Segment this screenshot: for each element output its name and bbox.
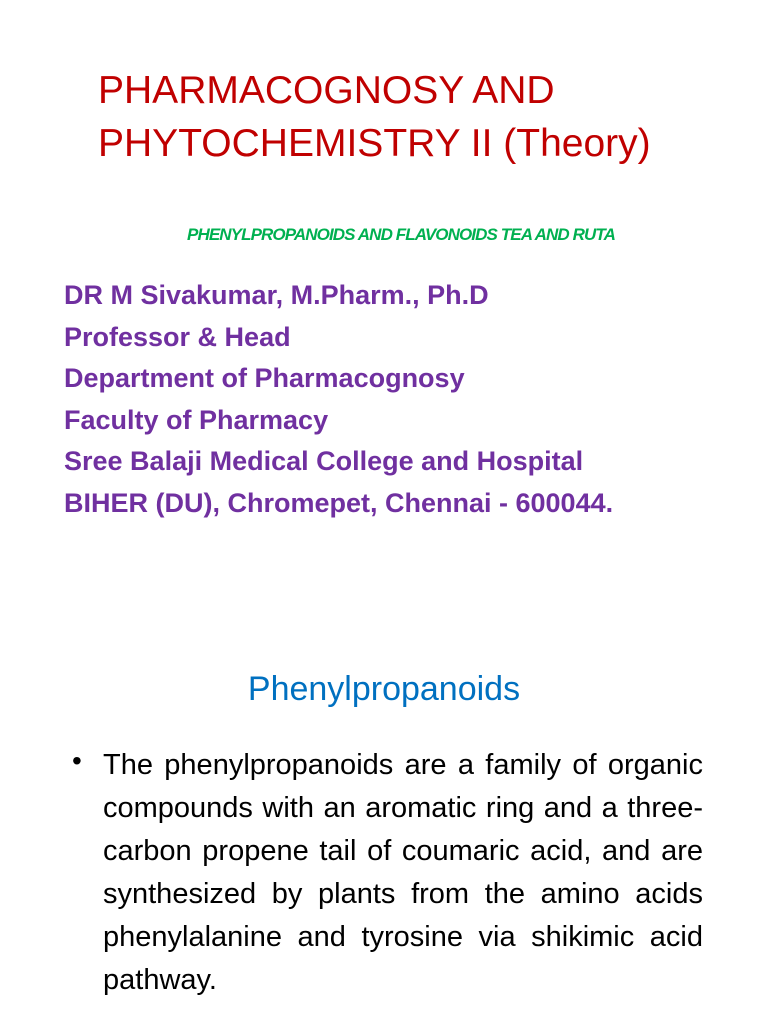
author-institution: Sree Balaji Medical College and Hospital [64, 446, 584, 477]
author-name: DR M Sivakumar, M.Pharm., Ph.D [64, 280, 489, 310]
title-line: PHYTOCHEMISTRY II (Theory) [98, 122, 651, 165]
title-line: PHARMACOGNOSY AND [98, 69, 555, 112]
author-department: Department of Pharmacognosy [64, 363, 465, 394]
bullet-paragraph: The phenylpropanoids are a family of organic compounds with an aromatic ring and a three-carbon propene tail of coumaric acid, and are synthesized by plants from the amino acids phenylalanine and tyrosine via shikimic acid pathway. [103, 749, 703, 996]
topic-subtitle: PHENYLPROPANOIDS AND FLAVONOIDS TEA AND RUTA [187, 225, 615, 244]
presentation-title [98, 64, 738, 170]
slide-heading: Phenylpropanoids [247, 670, 521, 708]
author-position: Professor & Head [64, 321, 291, 352]
author-block [64, 275, 764, 525]
author-faculty: Faculty of Pharmacy [64, 404, 329, 435]
author-address: BIHER (DU), Chromepet, Chennai - 600044. [64, 487, 614, 518]
content-slide [0, 640, 768, 1024]
bullet-icon: • [72, 745, 82, 776]
